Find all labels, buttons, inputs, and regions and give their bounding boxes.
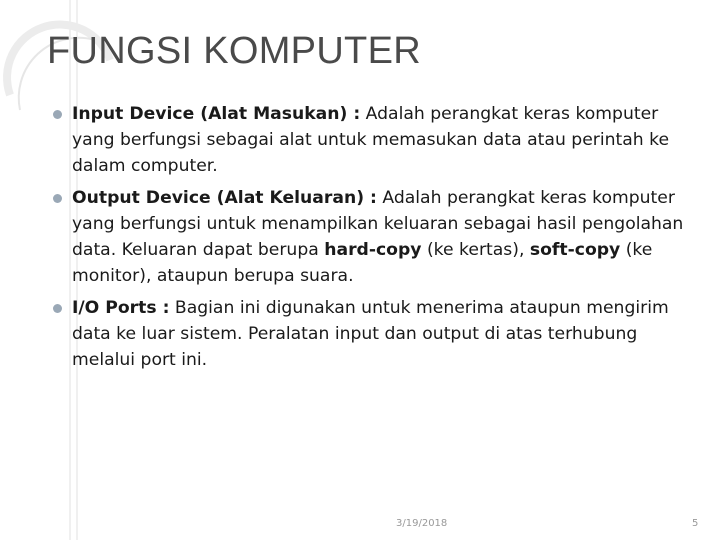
bullet-text: (ke monitor), ataupun berupa suara. xyxy=(72,240,653,286)
bullet-term: Output Device (Alat Keluaran) : xyxy=(72,188,377,208)
bullet-input-device xyxy=(48,101,688,179)
footer-date: 3/19/2018 xyxy=(396,518,448,529)
bullet-io-ports xyxy=(48,295,688,373)
page-number: 5 xyxy=(692,518,699,529)
slide-title: FUNGSI KOMPUTER xyxy=(47,30,421,72)
bullet-output-device xyxy=(48,185,688,289)
bullet-dot-icon xyxy=(53,110,62,119)
bullet-dot-icon xyxy=(53,194,62,203)
bullet-list xyxy=(48,101,688,379)
bullet-text: Adalah perangkat keras komputer yang berfungsi untuk menampilkan keluaran sebagai hasil pengolahan data. Keluaran dapat berupa xyxy=(72,188,684,260)
bullet-text: (ke kertas), xyxy=(421,240,530,260)
bullet-text: Bagian ini digunakan untuk menerima ataupun mengirim data ke luar sistem. Peralatan input dan output di atas terhubung melalui port ini. xyxy=(72,298,669,370)
bold-term: soft-copy xyxy=(529,240,621,260)
bullet-dot-icon xyxy=(53,304,62,313)
bullet-term: I/O Ports : xyxy=(72,298,170,318)
bullet-term: Input Device (Alat Masukan) : xyxy=(72,104,361,124)
bold-term: hard-copy xyxy=(324,240,422,260)
bullet-text: Adalah perangkat keras komputer yang berfungsi sebagai alat untuk memasukan data atau perintah ke dalam computer. xyxy=(72,104,670,176)
